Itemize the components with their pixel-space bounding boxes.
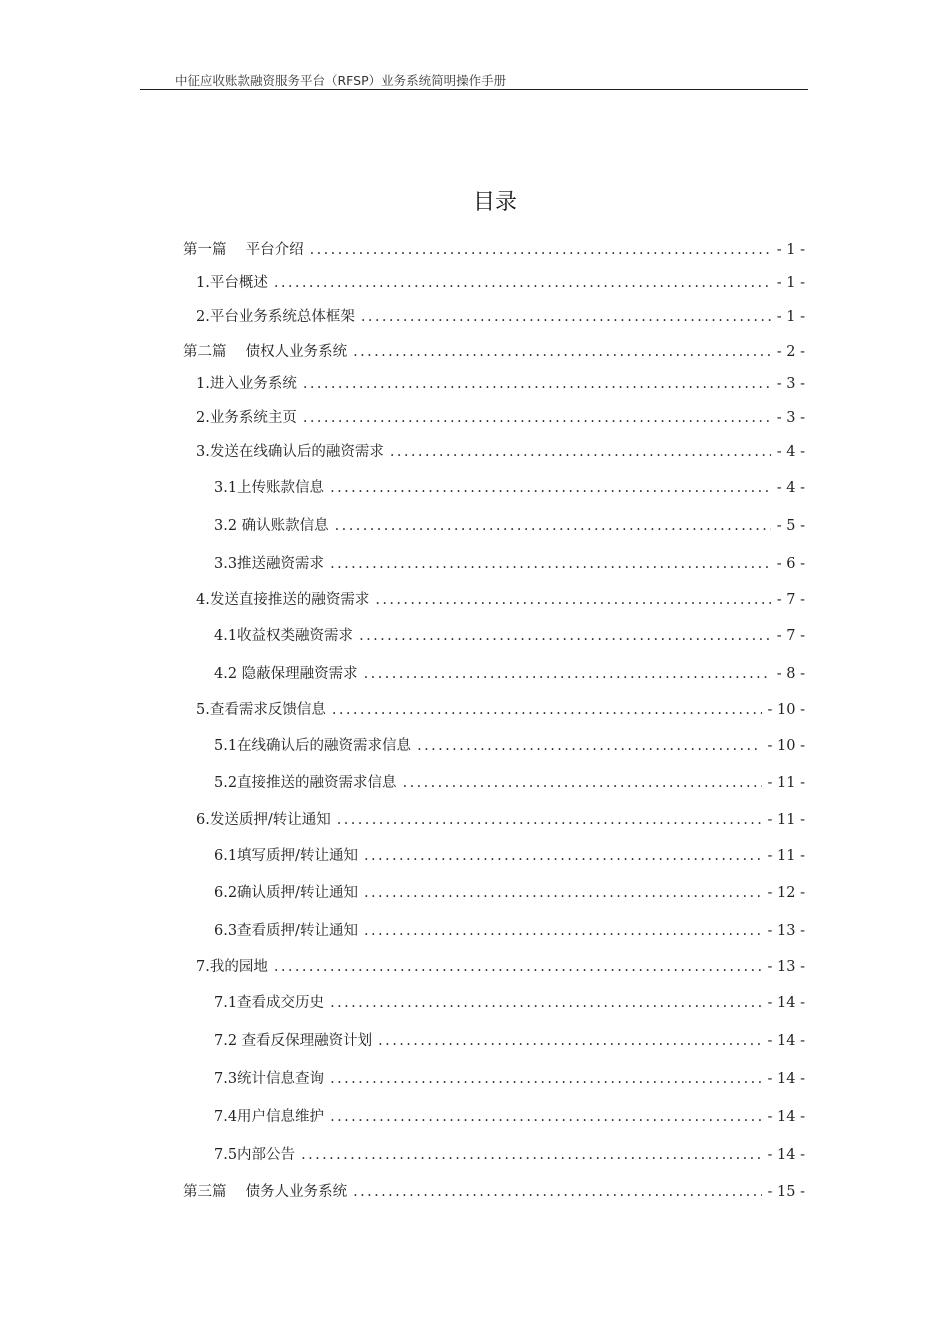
toc-entry-page: - 5 - — [776, 518, 805, 534]
toc-leader — [330, 480, 771, 496]
toc-entry-label: 4.1收益权类融资需求 — [214, 628, 354, 644]
toc-entry-label: 5.查看需求反馈信息 — [196, 702, 326, 718]
toc-entry[interactable] — [196, 440, 805, 460]
toc-entry-label: 5.1在线确认后的融资需求信息 — [214, 738, 412, 754]
toc-entry[interactable] — [214, 476, 805, 496]
toc-entry-page: - 11 - — [767, 812, 805, 828]
toc-leader — [303, 376, 771, 392]
toc-entry[interactable] — [214, 734, 805, 754]
toc-entry-label: 7.3统计信息查询 — [214, 1071, 325, 1087]
toc-entry[interactable] — [183, 1180, 805, 1200]
toc-entry-label: 2.业务系统主页 — [196, 410, 297, 426]
toc-entry-label: 2.平台业务系统总体框架 — [196, 309, 355, 325]
toc-entry[interactable] — [214, 771, 805, 791]
toc-leader — [359, 628, 771, 644]
toc-entry-label: 6.发送质押/转让通知 — [196, 812, 331, 828]
toc-entry-label: 6.1填写质押/转让通知 — [214, 848, 358, 864]
toc-entry[interactable] — [214, 1067, 805, 1087]
toc-entry-page: - 11 - — [767, 775, 805, 791]
toc-entry-label: 1.进入业务系统 — [196, 376, 297, 392]
toc-entry[interactable] — [214, 1105, 805, 1125]
toc-entry-label: 6.2确认质押/转让通知 — [214, 885, 358, 901]
toc-entry-label: 3.3推送融资需求 — [214, 556, 325, 572]
toc-entry[interactable] — [214, 844, 805, 864]
toc-leader — [310, 242, 771, 258]
toc-entry-label: 7.2 查看反保理融资计划 — [214, 1033, 373, 1049]
toc-leader — [330, 556, 771, 572]
toc-leader — [332, 702, 762, 718]
toc-entry-page: - 14 - — [767, 1071, 805, 1087]
toc-entry[interactable] — [196, 305, 805, 325]
toc-entry-page: - 14 - — [767, 1033, 805, 1049]
toc-entry-page: - 3 - — [776, 410, 805, 426]
toc-leader — [274, 959, 762, 975]
toc-entry[interactable] — [214, 552, 805, 572]
toc-entry[interactable] — [196, 808, 805, 828]
toc-leader — [361, 309, 771, 325]
toc-entry[interactable] — [196, 372, 805, 392]
toc-entry-page: - 1 - — [776, 242, 805, 258]
toc-entry-page: - 12 - — [767, 885, 805, 901]
toc-entry-page: - 11 - — [767, 848, 805, 864]
toc-entry-label: 4.发送直接推送的融资需求 — [196, 592, 370, 608]
toc-entry[interactable] — [196, 955, 805, 975]
toc-entry-page: - 2 - — [776, 344, 805, 360]
toc-entry-label: 第二篇 债权人业务系统 — [183, 344, 348, 360]
toc-entry-label: 第一篇 平台介绍 — [183, 242, 304, 258]
toc-entry[interactable] — [196, 271, 805, 291]
toc-leader — [390, 444, 771, 460]
toc-leader — [330, 995, 761, 1011]
toc-entry-label: 7.1查看成交历史 — [214, 995, 325, 1011]
toc-entry[interactable] — [196, 698, 805, 718]
toc-entry-label: 第三篇 债务人业务系统 — [183, 1184, 348, 1200]
toc-entry-label: 7.我的园地 — [196, 959, 268, 975]
toc-leader — [303, 410, 771, 426]
toc-leader — [330, 1071, 761, 1087]
toc-leader — [335, 518, 771, 534]
toc-leader — [364, 848, 762, 864]
toc-leader — [364, 885, 762, 901]
toc-entry[interactable] — [196, 406, 805, 426]
toc-entry-page: - 3 - — [776, 376, 805, 392]
toc-entry-page: - 6 - — [776, 556, 805, 572]
toc-leader — [417, 738, 761, 754]
toc-leader — [274, 275, 771, 291]
toc-leader — [301, 1147, 761, 1163]
toc-entry[interactable] — [183, 340, 805, 360]
toc-title: 目录 — [472, 190, 517, 215]
toc-entry-label: 5.2直接推送的融资需求信息 — [214, 775, 397, 791]
toc-entry-label: 3.1上传账款信息 — [214, 480, 325, 496]
toc-entry-page: - 1 - — [776, 309, 805, 325]
toc-entry-label: 7.4用户信息维护 — [214, 1109, 325, 1125]
toc-entry-label: 3.2 确认账款信息 — [214, 518, 329, 534]
toc-entry[interactable] — [214, 624, 805, 644]
toc-entry-page: - 8 - — [776, 666, 805, 682]
toc-entry[interactable] — [214, 881, 805, 901]
toc-entry[interactable] — [214, 514, 805, 534]
toc-entry[interactable] — [214, 991, 805, 1011]
toc-leader — [375, 592, 770, 608]
toc-entry-page: - 7 - — [776, 628, 805, 644]
toc-entry-page: - 15 - — [767, 1184, 805, 1200]
toc-entry-page: - 14 - — [767, 995, 805, 1011]
toc-leader — [364, 923, 762, 939]
toc-entry-page: - 4 - — [776, 480, 805, 496]
running-header: 中征应收账款融资服务平台（RFSP）业务系统简明操作手册 — [175, 73, 507, 88]
toc-leader — [330, 1109, 761, 1125]
toc-entry[interactable] — [214, 1029, 805, 1049]
toc-entry[interactable] — [183, 238, 805, 258]
toc-entry-page: - 13 - — [767, 959, 805, 975]
toc-leader — [353, 344, 771, 360]
toc-entry-page: - 14 - — [767, 1109, 805, 1125]
toc-leader — [378, 1033, 761, 1049]
toc-leader — [403, 775, 762, 791]
toc-entry-page: - 7 - — [776, 592, 805, 608]
toc-entry-label: 3.发送在线确认后的融资需求 — [196, 444, 384, 460]
toc-entry[interactable] — [214, 662, 805, 682]
toc-entry-label: 4.2 隐蔽保理融资需求 — [214, 666, 358, 682]
toc-entry[interactable] — [196, 588, 805, 608]
toc-entry[interactable] — [214, 919, 805, 939]
toc-leader — [364, 666, 771, 682]
toc-entry-page: - 14 - — [767, 1147, 805, 1163]
toc-entry-page: - 10 - — [767, 738, 805, 754]
toc-leader — [337, 812, 762, 828]
toc-entry-label: 7.5内部公告 — [214, 1147, 296, 1163]
toc-leader — [353, 1184, 761, 1200]
toc-entry-label: 6.3查看质押/转让通知 — [214, 923, 358, 939]
toc-entry[interactable] — [214, 1143, 805, 1163]
toc-entry-page: - 13 - — [767, 923, 805, 939]
toc-entry-label: 1.平台概述 — [196, 275, 268, 291]
toc-entry-page: - 10 - — [767, 702, 805, 718]
toc-entry-page: - 4 - — [776, 444, 805, 460]
toc-entry-page: - 1 - — [776, 275, 805, 291]
